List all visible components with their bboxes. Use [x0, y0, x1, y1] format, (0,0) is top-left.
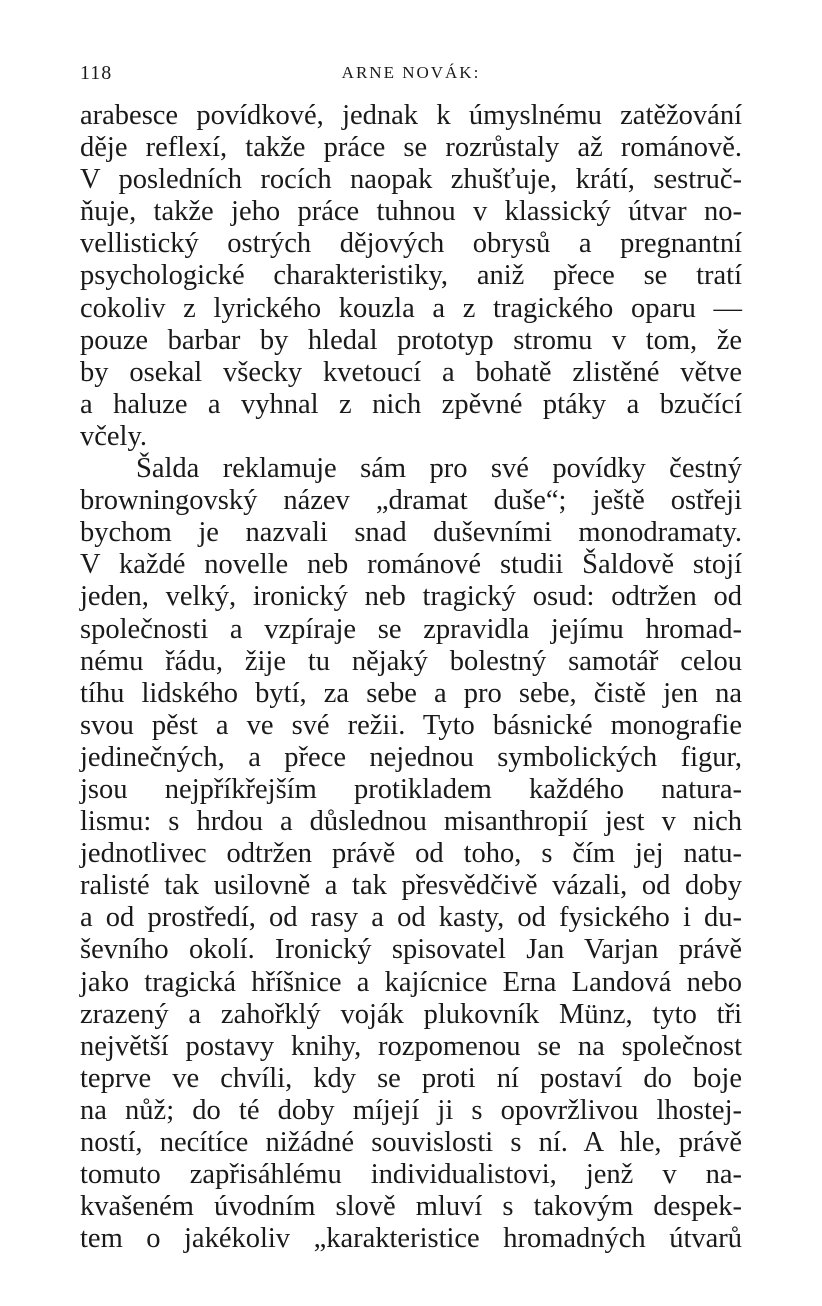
text-line: bychom je nazvali snad duševními monodramaty.	[80, 517, 742, 549]
text-line: ňuje, takže jeho práce tuhnou v klassický útvar no-	[80, 196, 742, 228]
text-line: svou pěst a ve své režii. Tyto básnické monografie	[80, 709, 742, 741]
text-line: nému řádu, žije tu nějaký bolestný samotář celou	[80, 645, 742, 677]
text-line: děje reflexí, takže práce se rozrůstaly až románově.	[80, 132, 742, 164]
running-head	[80, 62, 742, 86]
text-line: ševního okolí. Ironický spisovatel Jan Varjan právě	[80, 934, 742, 966]
text-line: V každé novelle neb románové studii Šaldově stojí	[80, 549, 742, 581]
text-line: na nůž; do té doby míjejí ji s opovržlivou lhostej-	[80, 1094, 742, 1126]
text-line: by osekal všecky kvetoucí a bohatě zlistěné větve	[80, 356, 742, 388]
page-number: 118	[80, 62, 113, 84]
text-line: a haluze a vyhnal z nich zpěvné ptáky a bzučící	[80, 388, 742, 420]
paragraph-end-line: včely.	[80, 420, 147, 452]
text-line: jeden, velký, ironický neb tragický osud: odtržen od	[80, 581, 742, 613]
text-line: jednotlivec odtržen právě od toho, s čím jej natu-	[80, 838, 742, 870]
text-line: ralisté tak usilovně a tak přesvědčivě vázali, od doby	[80, 870, 742, 902]
text-line: teprve ve chvíli, kdy se proti ní postaví do boje	[80, 1062, 742, 1094]
text-line: browningovský název „dramat duše“; ještě ostřeji	[80, 485, 742, 517]
text-line: V posledních rocích naopak zhušťuje, krátí, sestruč-	[80, 164, 742, 196]
text-line: ností, necítíce nižádné souvislosti s ní. A hle, právě	[80, 1127, 742, 1158]
running-title: ARNE NOVÁK:	[341, 63, 481, 82]
text-line: zrazený a zahořklý voják plukovník Münz, tyto tři	[80, 998, 742, 1030]
text-line: pouze barbar by hledal prototyp stromu v tom, že	[80, 324, 742, 356]
text-line: arabesce povídkové, jednak k úmyslnému zatěžování	[80, 100, 742, 131]
text-line: psychologické charakteristiky, aniž přece se tratí	[80, 260, 742, 292]
text-line: jsou nejpříkřejším protikladem každého natura-	[80, 773, 742, 805]
text-line: tíhu lidského bytí, za sebe a pro sebe, čistě jen na	[80, 677, 742, 709]
body-text	[80, 100, 742, 1255]
text-line: vellistický ostrých dějových obrysů a pregnantní	[80, 228, 742, 260]
text-line: lismu: s hrdou a důslednou misanthropií jest v nich	[80, 806, 742, 838]
text-line: jako tragická hříšnice a kajícnice Erna Landová nebo	[80, 966, 742, 998]
text-line: jedinečných, a přece nejednou symbolických figur,	[80, 741, 742, 773]
text-line: kvašeném úvodním slově mluví s takovým despek-	[80, 1191, 742, 1223]
text-line: největší postavy knihy, rozpomenou se na společnost	[80, 1030, 742, 1062]
text-line: společnosti a vzpíraje se zpravidla jejímu hromad-	[80, 613, 742, 645]
text-line: cokoliv z lyrického kouzla a z tragického oparu —	[80, 292, 742, 324]
text-line: tem o jakékoliv „karakteristice hromadných útvarů	[80, 1223, 742, 1255]
text-line: a od prostředí, od rasy a od kasty, od fysického i du-	[80, 902, 742, 934]
text-line: tomuto zapřisáhlému individualistovi, jenž v na-	[80, 1159, 742, 1191]
paragraph-first-line: Šalda reklamuje sám pro své povídky čestný	[136, 453, 742, 485]
